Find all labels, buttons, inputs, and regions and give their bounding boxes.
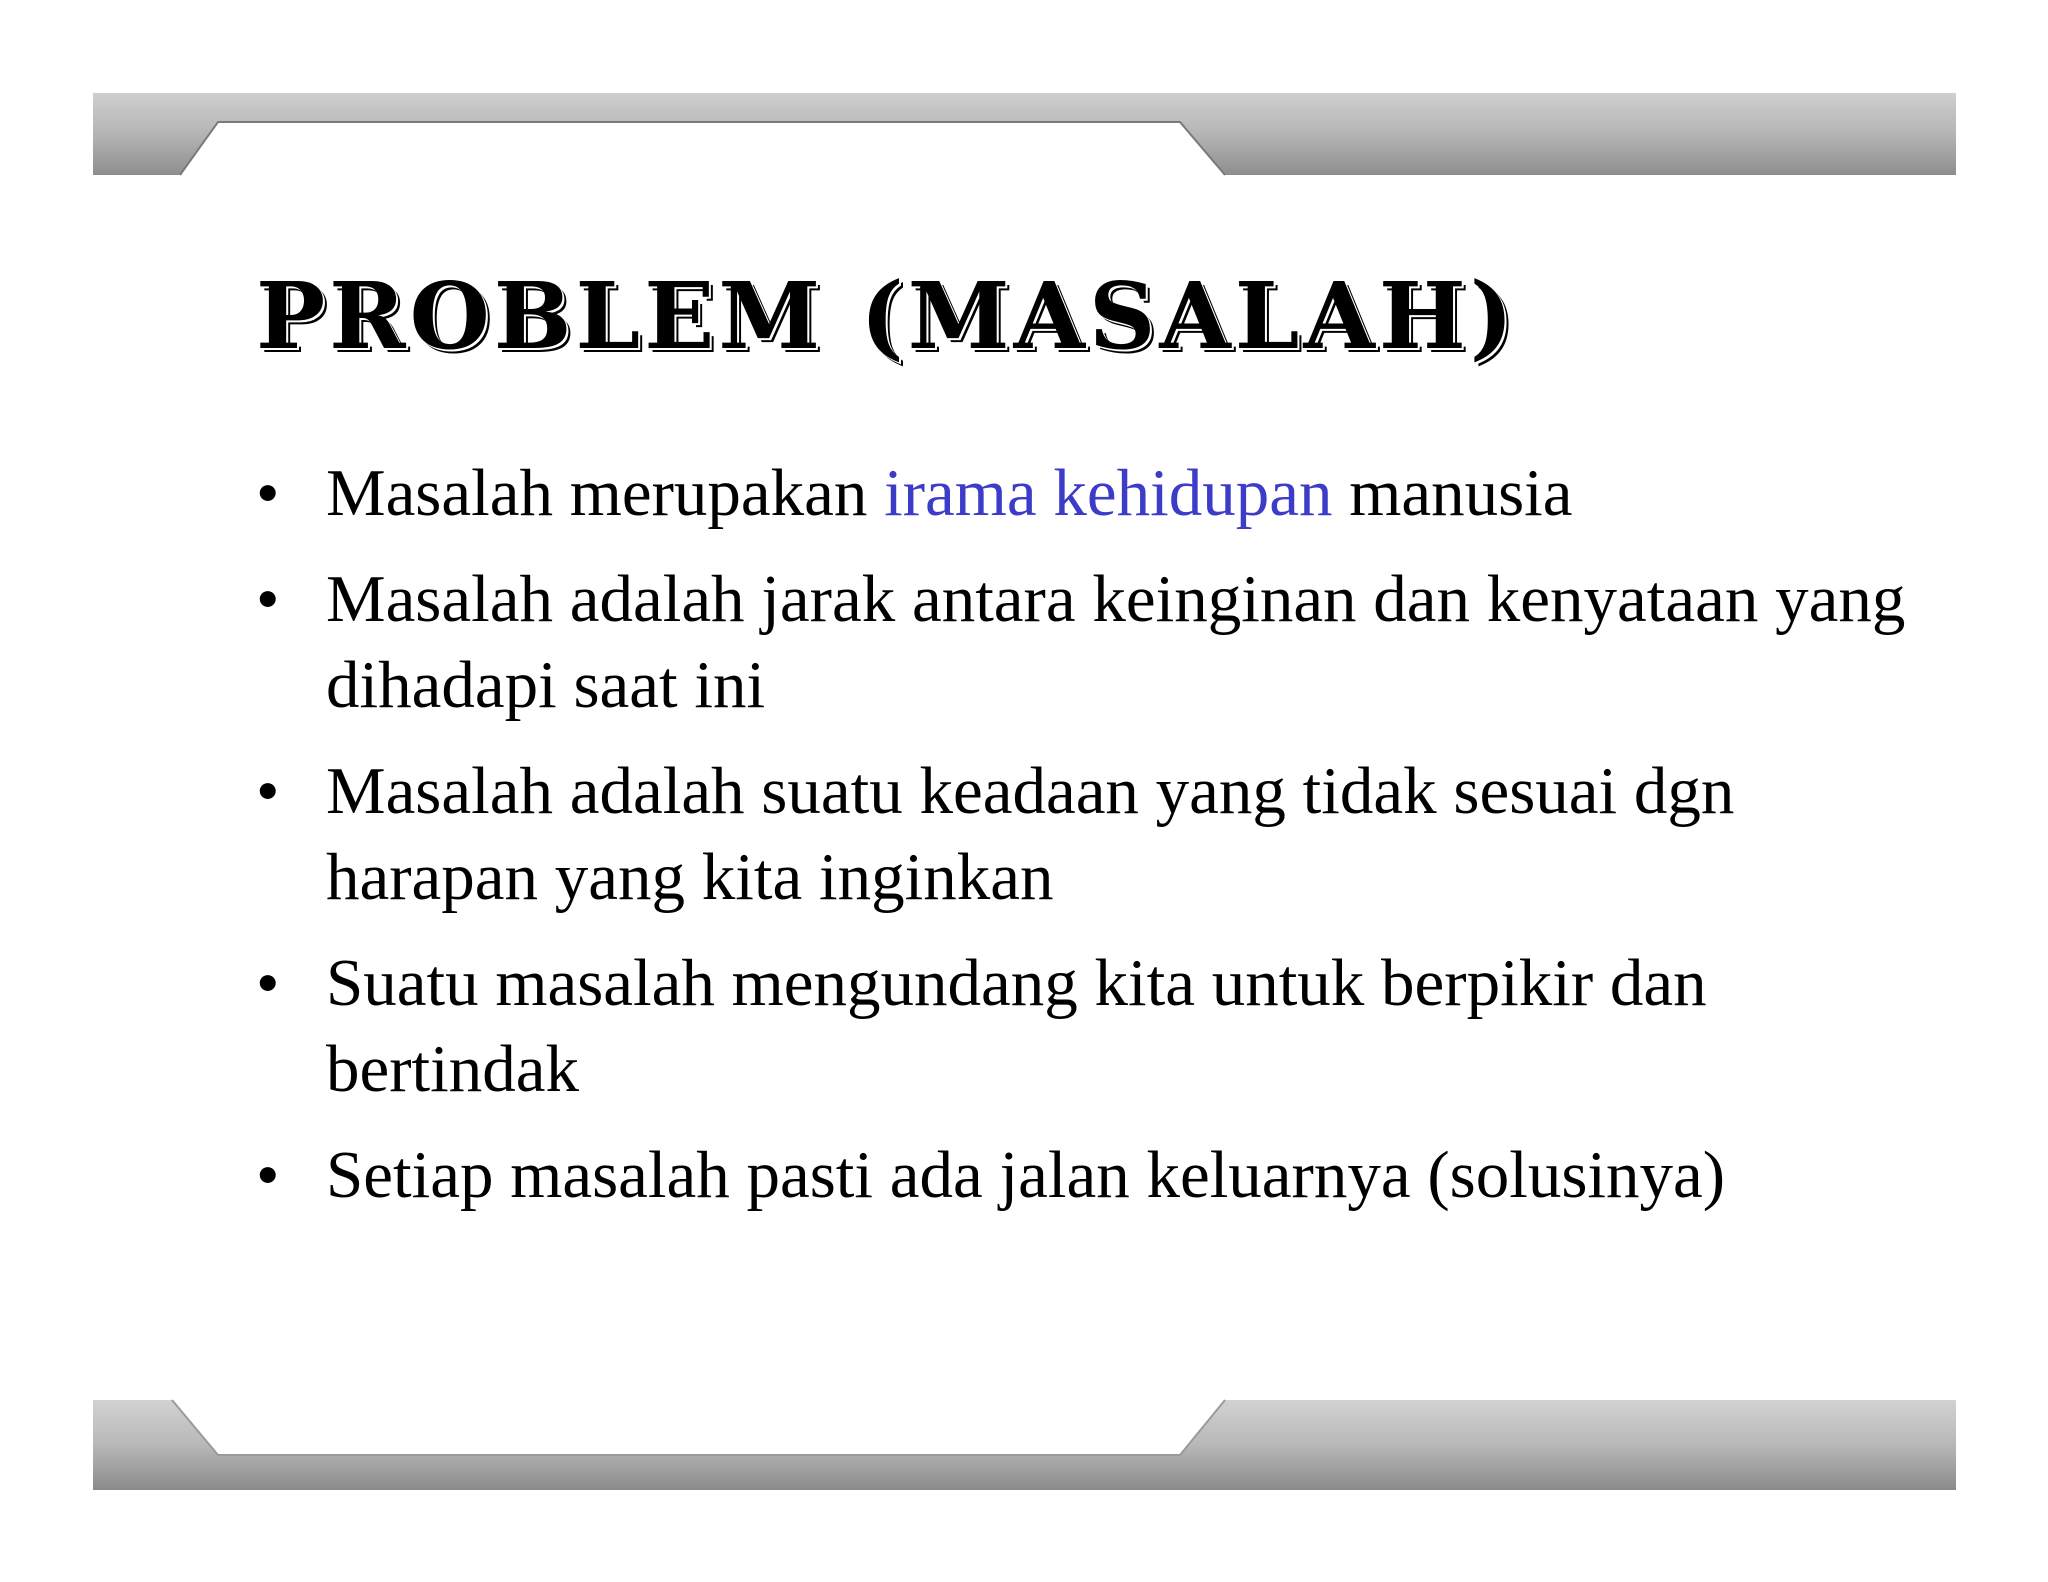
bullet-text: Suatu masalah mengundang kita untuk berpikir dan bertindak — [326, 946, 1707, 1106]
bullet-text: Setiap masalah pasti ada jalan keluarnya (solusinya) — [326, 1138, 1726, 1212]
bullet-icon: • — [256, 562, 280, 636]
bullet-icon: • — [256, 754, 280, 828]
bullet-item — [256, 1132, 1916, 1218]
bullet-item — [256, 748, 1916, 920]
slide-title: PROBLEM (MASALAH) — [256, 262, 1518, 370]
bullet-item — [256, 556, 1916, 728]
bullet-icon: • — [256, 456, 280, 530]
bullet-item — [256, 940, 1916, 1112]
bullet-text-end: manusia — [1332, 456, 1573, 530]
bullet-text: Masalah adalah jarak antara keinginan dan kenyataan yang dihadapi saat ini — [326, 562, 1906, 722]
bullet-item — [256, 450, 1916, 536]
bullet-icon: • — [256, 946, 280, 1020]
highlight-text: irama kehidupan — [884, 456, 1333, 530]
bullet-list — [256, 450, 1916, 1238]
bullet-text: Masalah merupakan — [326, 456, 885, 530]
top-band — [93, 93, 1956, 175]
bullet-icon: • — [256, 1138, 280, 1212]
bullet-text: Masalah adalah suatu keadaan yang tidak sesuai dgn harapan yang kita inginkan — [326, 754, 1735, 914]
bottom-band — [93, 1400, 1956, 1490]
